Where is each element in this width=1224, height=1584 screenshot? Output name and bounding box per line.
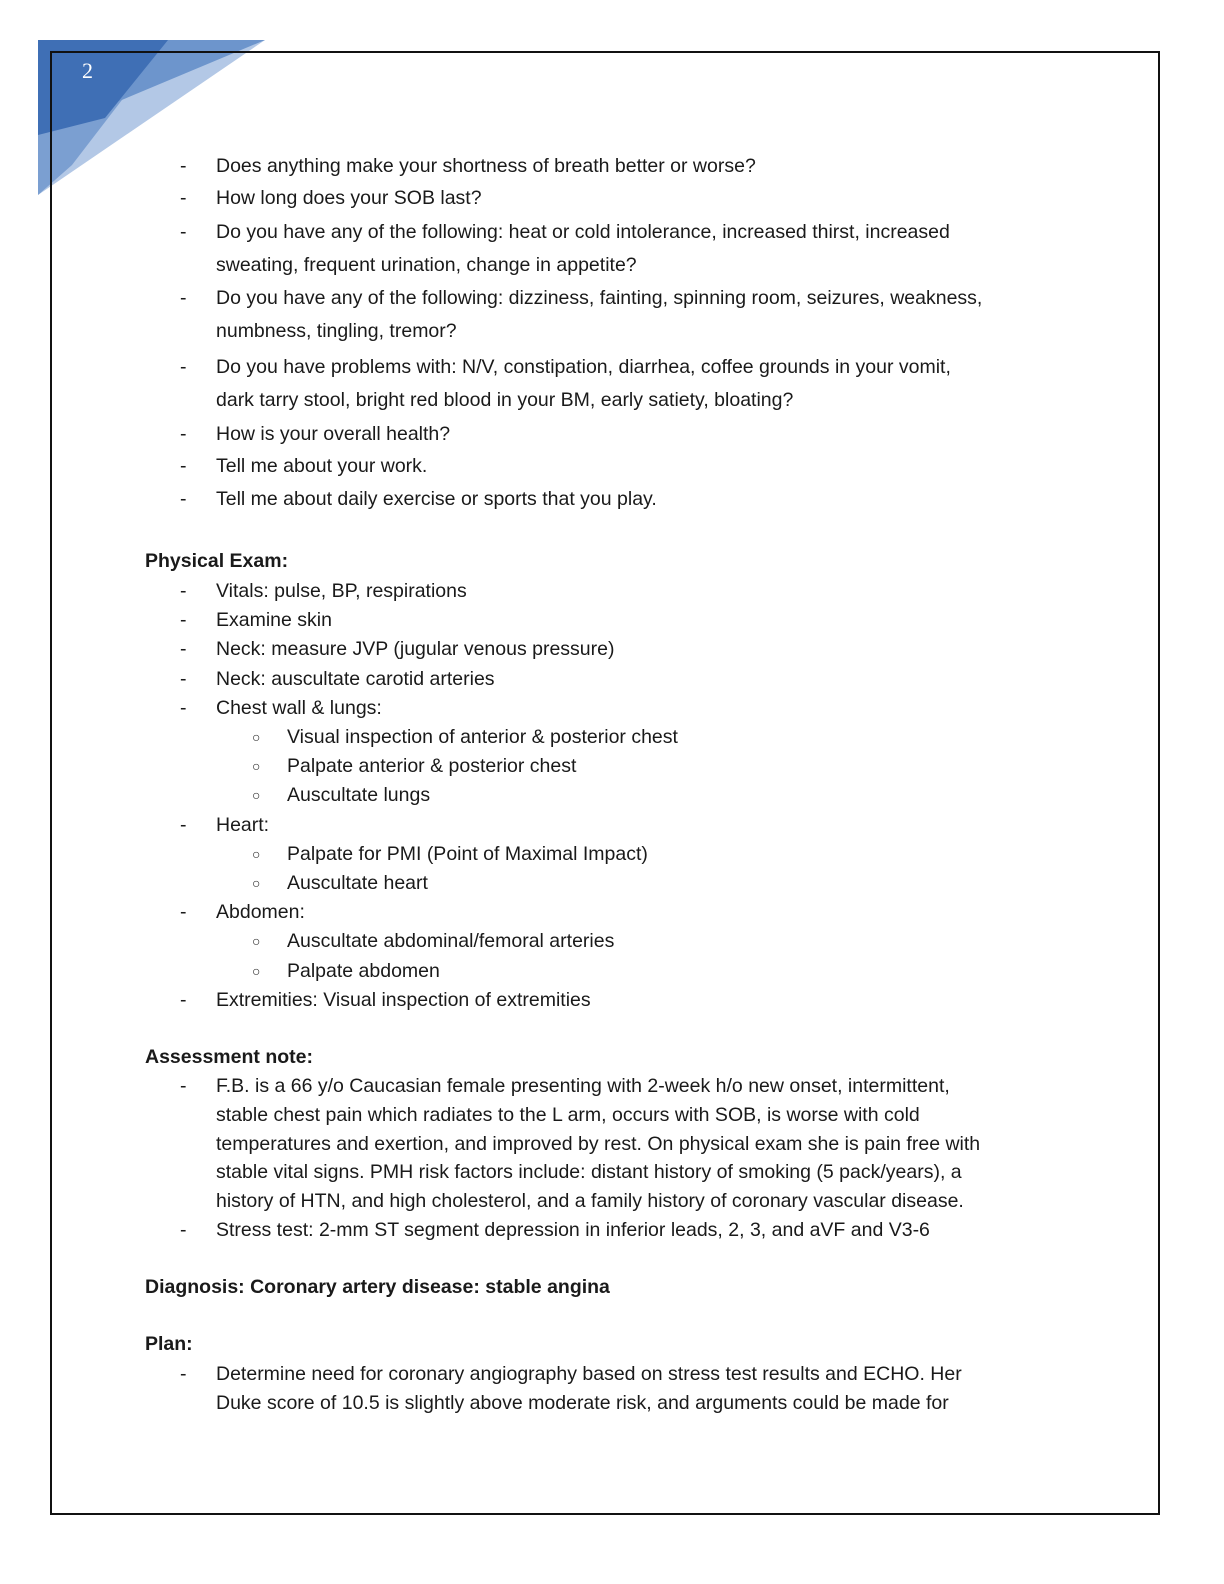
exam-item: Chest wall & lungs: bbox=[216, 696, 382, 719]
bullet-dash: - bbox=[180, 1219, 187, 1241]
bullet-dash: - bbox=[180, 455, 187, 477]
exam-item: Extremities: Visual inspection of extremities bbox=[216, 988, 591, 1011]
question-line: sweating, frequent urination, change in appetite? bbox=[216, 254, 637, 276]
exam-subitem: Visual inspection of anterior & posterior chest bbox=[287, 726, 678, 748]
question-line: Do you have any of the following: heat or cold intolerance, increased thirst, increased bbox=[216, 221, 950, 243]
bullet-dash: - bbox=[180, 221, 187, 243]
bullet-dash: - bbox=[180, 901, 187, 924]
bullet-dash: - bbox=[180, 423, 187, 445]
bullet-dash: - bbox=[180, 638, 187, 661]
exam-subitem: Auscultate abdominal/femoral arteries bbox=[287, 930, 615, 953]
question-line: Tell me about daily exercise or sports that you play. bbox=[216, 488, 657, 510]
question-line: dark tarry stool, bright red blood in your BM, early satiety, bloating? bbox=[216, 389, 794, 411]
exam-item: Neck: measure JVP (jugular venous pressure) bbox=[216, 638, 615, 661]
bullet-dash: - bbox=[180, 1363, 187, 1385]
plan-line: Determine need for coronary angiography based on stress test results and ECHO. Her bbox=[216, 1363, 962, 1385]
exam-item: Abdomen: bbox=[216, 901, 305, 924]
exam-subitem: Palpate anterior & posterior chest bbox=[287, 755, 577, 778]
diagnosis-heading: Diagnosis: Coronary artery disease: stable angina bbox=[145, 1276, 610, 1298]
plan-line: Duke score of 10.5 is slightly above moderate risk, and arguments could be made for bbox=[216, 1391, 949, 1414]
assessment-line: stable chest pain which radiates to the L arm, occurs with SOB, is worse with cold bbox=[216, 1103, 920, 1126]
question-line: Do you have any of the following: dizziness, fainting, spinning room, seizures, weakness, bbox=[216, 287, 983, 309]
question-line: Does anything make your shortness of breath better or worse? bbox=[216, 155, 756, 177]
bullet-dash: - bbox=[180, 988, 187, 1011]
bullet-dash: - bbox=[180, 609, 187, 632]
bullet-dash: - bbox=[180, 356, 187, 378]
assessment-line: stable vital signs. PMH risk factors include: distant history of smoking (5 pack/years), a bbox=[216, 1161, 962, 1184]
bullet-dash: - bbox=[180, 155, 187, 177]
exam-subitem: Palpate for PMI (Point of Maximal Impact) bbox=[287, 842, 648, 865]
page-number: 2 bbox=[82, 58, 93, 83]
assessment-line: F.B. is a 66 y/o Caucasian female presenting with 2-week h/o new onset, intermittent, bbox=[216, 1075, 950, 1097]
question-line: numbness, tingling, tremor? bbox=[216, 320, 457, 342]
exam-subitem: Palpate abdomen bbox=[287, 959, 440, 982]
bullet-circle: ○ bbox=[252, 787, 261, 804]
bullet-circle: ○ bbox=[252, 758, 261, 775]
bullet-circle: ○ bbox=[252, 845, 261, 862]
bullet-dash: - bbox=[180, 813, 187, 836]
exam-subitem: Auscultate lungs bbox=[287, 784, 431, 807]
exam-item: Vitals: pulse, BP, respirations bbox=[216, 580, 467, 602]
assessment-line: history of HTN, and high cholesterol, and a family history of coronary vascular disease. bbox=[216, 1190, 964, 1213]
exam-item: Heart: bbox=[216, 813, 270, 836]
exam-subitem: Auscultate heart bbox=[287, 872, 428, 894]
bullet-dash: - bbox=[180, 667, 187, 690]
bullet-circle: ○ bbox=[252, 729, 261, 745]
exam-item: Examine skin bbox=[216, 609, 332, 632]
bullet-dash: - bbox=[180, 580, 187, 602]
bullet-dash: - bbox=[180, 287, 187, 309]
bullet-dash: - bbox=[180, 488, 187, 510]
bullet-circle: ○ bbox=[252, 933, 261, 950]
bullet-circle: ○ bbox=[252, 875, 261, 891]
bullet-dash: - bbox=[180, 696, 187, 719]
section-heading-assessment: Assessment note: bbox=[145, 1046, 313, 1068]
section-heading-plan: Plan: bbox=[145, 1333, 193, 1355]
assessment-line: Stress test: 2-mm ST segment depression in inferior leads, 2, 3, and aVF and V3-6 bbox=[216, 1219, 930, 1241]
question-line: How long does your SOB last? bbox=[216, 187, 482, 209]
question-line: Do you have problems with: N/V, constipation, diarrhea, coffee grounds in your vomit, bbox=[216, 356, 951, 378]
assessment-line: temperatures and exertion, and improved by rest. On physical exam she is pain free with bbox=[216, 1132, 981, 1155]
question-line: How is your overall health? bbox=[216, 423, 451, 445]
exam-item: Neck: auscultate carotid arteries bbox=[216, 667, 495, 690]
bullet-dash: - bbox=[180, 187, 187, 209]
section-heading-physical-exam: Physical Exam: bbox=[145, 550, 289, 572]
question-line: Tell me about your work. bbox=[216, 455, 428, 477]
bullet-circle: ○ bbox=[252, 962, 261, 979]
bullet-dash: - bbox=[180, 1075, 187, 1097]
